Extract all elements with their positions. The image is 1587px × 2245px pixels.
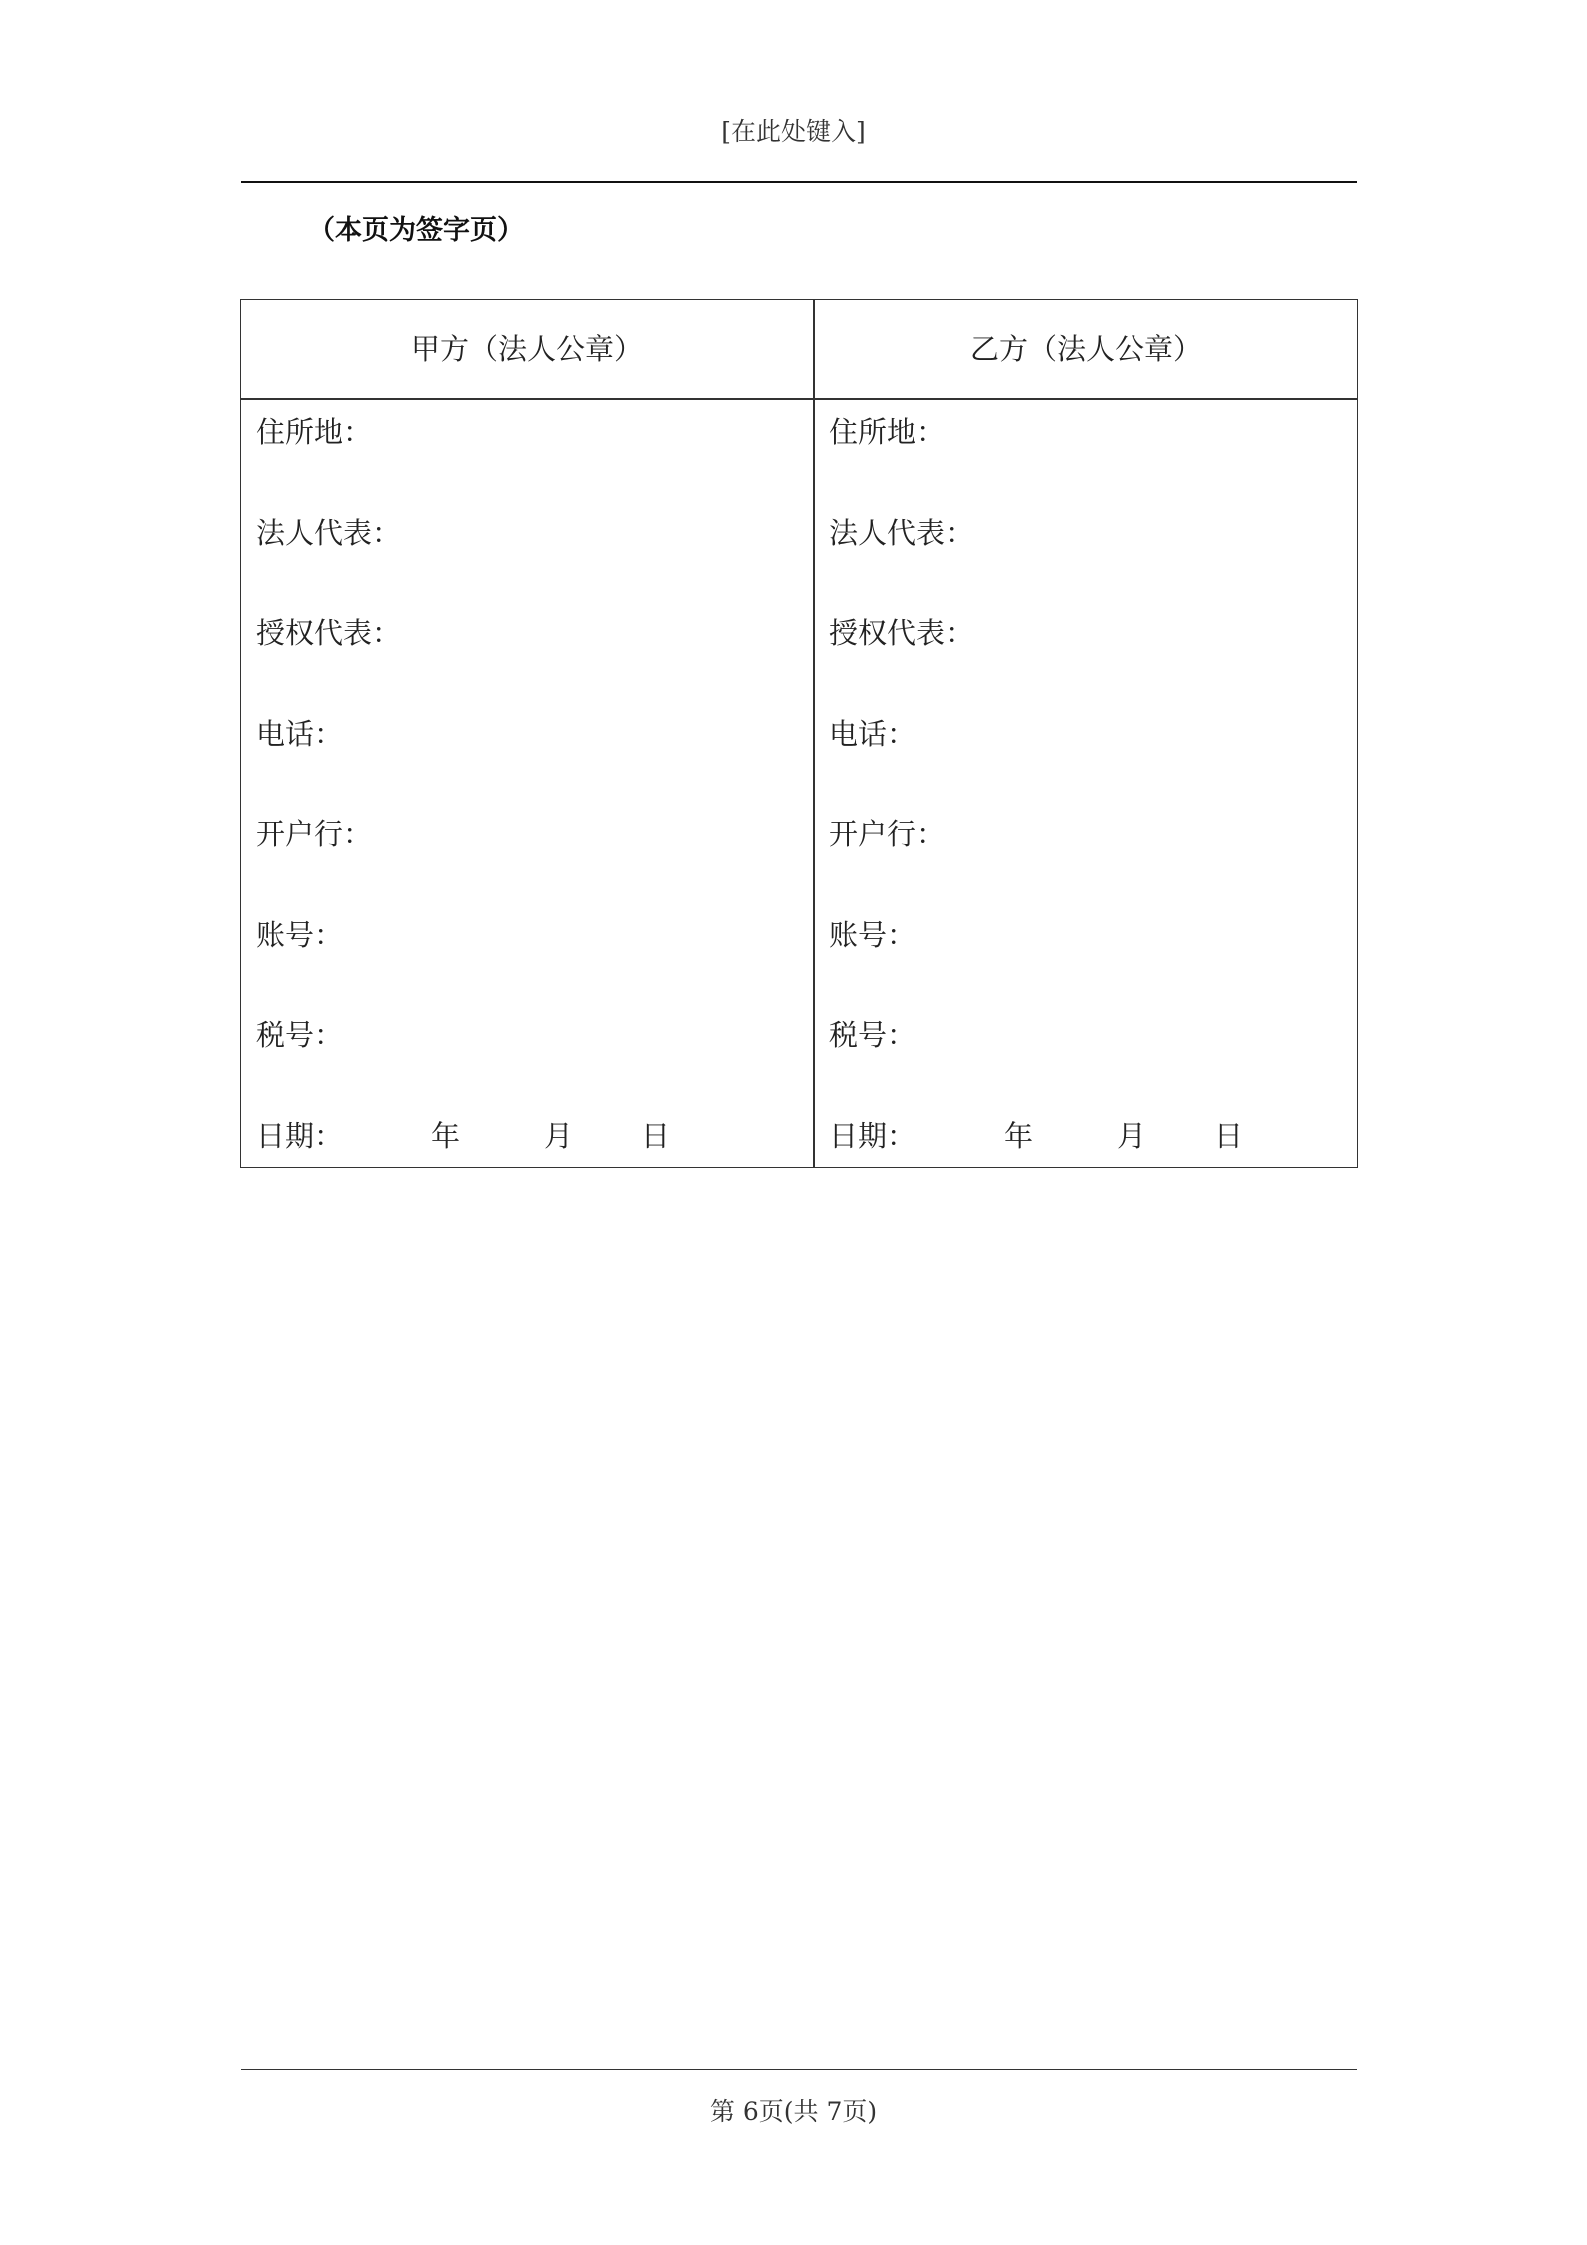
signature-table: [240, 299, 1358, 1168]
party-a-date-month: 月: [544, 1118, 574, 1153]
party-a-address-field[interactable]: 住所地：: [256, 415, 373, 449]
party-a-account-field[interactable]: 账号：: [256, 917, 344, 952]
header-row-divider: [241, 398, 1357, 400]
party-a-phone-field[interactable]: 电话：: [256, 716, 344, 751]
party-b-date-field[interactable]: [829, 1104, 1244, 1205]
party-b-account-field[interactable]: 账号：: [829, 917, 917, 952]
party-a-bank-field[interactable]: 开户行：: [256, 817, 373, 851]
header-rule: [241, 181, 1357, 183]
signature-page-note: （本页为签字页）: [308, 215, 524, 246]
party-b-authorized-rep-field[interactable]: 授权代表：: [829, 616, 975, 650]
footer-rule: [241, 2069, 1357, 2070]
page-indicator: 第 6页(共 7页): [709, 2097, 878, 2126]
party-b-date-year: 年: [1004, 1118, 1034, 1153]
party-b-date-label: 日期：: [829, 1118, 917, 1153]
party-b-bank-field[interactable]: 开户行：: [829, 817, 946, 851]
party-a-date-day: 日: [641, 1118, 671, 1153]
party-a-legal-rep-field[interactable]: 法人代表：: [256, 515, 402, 550]
party-a-heading: 甲方（法人公章）: [410, 332, 643, 366]
party-b-tax-id-field[interactable]: 税号：: [829, 1018, 917, 1052]
party-a-authorized-rep-field[interactable]: 授权代表：: [256, 616, 402, 650]
party-b-date-day: 日: [1214, 1118, 1244, 1153]
party-a-fields: [256, 400, 671, 1204]
party-a-date-field[interactable]: [256, 1104, 671, 1205]
party-b-address-field[interactable]: 住所地：: [829, 415, 946, 449]
party-b-heading: 乙方（法人公章）: [969, 332, 1202, 366]
party-b-legal-rep-field[interactable]: 法人代表：: [829, 515, 975, 550]
column-divider: [813, 300, 815, 1167]
party-b-phone-field[interactable]: 电话：: [829, 716, 917, 751]
party-b-date-month: 月: [1117, 1118, 1147, 1153]
party-a-tax-id-field[interactable]: 税号：: [256, 1018, 344, 1052]
header-placeholder[interactable]: [在此处键入]: [721, 117, 866, 146]
party-b-fields: [829, 400, 1244, 1204]
party-a-date-year: 年: [431, 1118, 461, 1153]
party-a-date-label: 日期：: [256, 1118, 344, 1153]
